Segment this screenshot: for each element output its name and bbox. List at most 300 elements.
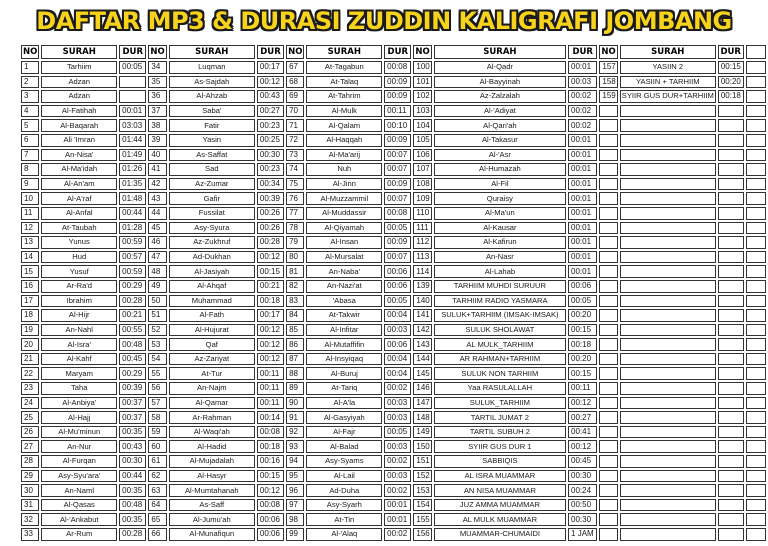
cell-number: 86	[286, 338, 304, 351]
cell-number: 23	[21, 382, 39, 395]
cell-surah: SYIIR GUS DUR 1	[434, 440, 566, 453]
cell-duration	[718, 499, 744, 512]
cell-duration: 00:03	[384, 440, 411, 453]
cell-number: 141	[413, 309, 431, 322]
cell-duration: 00:45	[119, 353, 146, 366]
cell-number	[599, 440, 617, 453]
cell-number: 26	[21, 426, 39, 439]
cell-surah: Ad-Duha	[306, 484, 382, 497]
cell-surah: Al-Qamar	[169, 397, 255, 410]
cell-number: 101	[413, 76, 431, 89]
cell-surah: Al-'Alaq	[306, 528, 382, 541]
header-no: NO	[23, 47, 38, 57]
cell-surah: AL ISRA MUAMMAR	[434, 470, 566, 483]
cell-number: 92	[286, 426, 304, 439]
cell-number: 144	[413, 353, 431, 366]
cell-surah: Al-Infitar	[306, 324, 382, 337]
cell-duration: 00:12	[257, 484, 284, 497]
cell-surah: SABBIQIS	[434, 455, 566, 468]
cell-duration: 00:37	[119, 397, 146, 410]
cell-number: 108	[413, 178, 431, 191]
cell-duration: 00:12	[257, 353, 284, 366]
cell-duration: 00:01	[568, 163, 597, 176]
cell-surah: Al-Qadr	[434, 61, 566, 74]
cell-number	[599, 149, 617, 162]
cell-duration: 00:04	[384, 367, 411, 380]
cell-number: 90	[286, 397, 304, 410]
cell-number	[599, 353, 617, 366]
cell-number: 54	[148, 353, 166, 366]
cell-blank	[746, 265, 766, 278]
cell-duration: 01:49	[119, 149, 146, 162]
cell-number: 81	[286, 265, 304, 278]
cell-number: 91	[286, 411, 304, 424]
cell-surah: TARTIL SUBUH 2	[434, 426, 566, 439]
cell-duration: 00:09	[384, 76, 411, 89]
cell-surah: As-Saffat	[169, 149, 255, 162]
cell-surah	[620, 367, 716, 380]
cell-surah: Al-Jasiyah	[169, 265, 255, 278]
cell-surah: Nuh	[306, 163, 382, 176]
cell-duration: 00:08	[384, 61, 411, 74]
cell-duration	[718, 426, 744, 439]
cell-surah: Luqman	[169, 61, 255, 74]
cell-duration: 00:07	[384, 192, 411, 205]
cell-duration	[718, 411, 744, 424]
cell-duration: 00:26	[257, 207, 284, 220]
cell-number: 56	[148, 382, 166, 395]
cell-surah: An-Najm	[169, 382, 255, 395]
cell-number: 142	[413, 324, 431, 337]
cell-duration: 00:01	[384, 513, 411, 526]
cell-surah: AL MULK MUAMMAR	[434, 513, 566, 526]
cell-surah	[620, 411, 716, 424]
cell-surah: Al-Qasas	[41, 499, 117, 512]
cell-surah: Gafir	[169, 192, 255, 205]
cell-surah	[620, 149, 716, 162]
header-no: NO	[599, 45, 617, 59]
cell-surah	[620, 382, 716, 395]
cell-surah: Al-Fath	[169, 309, 255, 322]
cell-duration: 00:03	[384, 324, 411, 337]
cell-duration: 00:27	[257, 105, 284, 118]
cell-surah: TARHIIM MUHDI SURUUR	[434, 280, 566, 293]
cell-number: 30	[21, 484, 39, 497]
cell-number: 114	[413, 265, 431, 278]
cell-surah: Quraisy	[434, 192, 566, 205]
cell-duration: 00:28	[119, 295, 146, 308]
cell-blank	[746, 513, 766, 526]
cell-surah: At-Talaq	[306, 76, 382, 89]
cell-number: 159	[599, 90, 617, 103]
cell-surah: Al-A'raf	[41, 192, 117, 205]
cell-duration	[718, 178, 744, 191]
cell-number	[599, 178, 617, 191]
cell-surah: MUAMMAR-CHUMAIDI	[434, 528, 566, 541]
cell-blank	[746, 119, 766, 132]
cell-surah: Al-Hajj	[41, 411, 117, 424]
cell-number: 75	[286, 178, 304, 191]
cell-duration: 00:01	[568, 222, 597, 235]
cell-number: 25	[21, 411, 39, 424]
table-row	[21, 61, 766, 74]
cell-duration: 00:11	[384, 105, 411, 118]
table-row	[21, 440, 766, 453]
cell-number: 63	[148, 484, 166, 497]
cell-number: 8	[21, 163, 39, 176]
cell-duration: 00:18	[718, 90, 744, 103]
cell-surah: Al-'Adiyat	[434, 105, 566, 118]
cell-surah: Fussilat	[169, 207, 255, 220]
cell-duration: 00:20	[568, 353, 597, 366]
cell-number: 27	[21, 440, 39, 453]
cell-surah: Maryam	[41, 367, 117, 380]
cell-surah: Ali 'Imran	[41, 134, 117, 147]
cell-number: 148	[413, 411, 431, 424]
cell-duration: 00:20	[718, 76, 744, 89]
cell-number: 10	[21, 192, 39, 205]
header-dur: DUR	[568, 45, 597, 59]
cell-duration: 00:16	[257, 455, 284, 468]
cell-duration: 00:06	[384, 338, 411, 351]
cell-number: 9	[21, 178, 39, 191]
table-row	[21, 484, 766, 497]
cell-surah	[620, 280, 716, 293]
cell-duration	[718, 382, 744, 395]
cell-number: 69	[286, 90, 304, 103]
cell-duration: 00:02	[384, 484, 411, 497]
cell-duration	[718, 192, 744, 205]
cell-number: 17	[21, 295, 39, 308]
cell-number	[599, 455, 617, 468]
table-row	[21, 236, 766, 249]
cell-blank	[746, 251, 766, 264]
cell-surah: Al-Qalam	[306, 119, 382, 132]
cell-blank	[746, 134, 766, 147]
cell-duration	[718, 222, 744, 235]
cell-number: 158	[599, 76, 617, 89]
cell-duration: 00:02	[384, 382, 411, 395]
table-row	[21, 280, 766, 293]
cell-duration: 00:30	[568, 513, 597, 526]
cell-duration: 03:03	[119, 119, 146, 132]
cell-duration: 00:04	[384, 353, 411, 366]
cell-surah: Al-Qiyamah	[306, 222, 382, 235]
table-row	[21, 134, 766, 147]
cell-surah: Al-Mutaffifin	[306, 338, 382, 351]
cell-surah: Az-Zumar	[169, 178, 255, 191]
cell-duration: 00:41	[568, 426, 597, 439]
cell-duration: 00:30	[568, 470, 597, 483]
cell-number: 70	[286, 105, 304, 118]
cell-surah: SULUK+TARHIIM (IMSAK-IMSAK)	[434, 309, 566, 322]
cell-number: 1	[21, 61, 39, 74]
cell-surah: Al-Buruj	[306, 367, 382, 380]
cell-duration: 00:02	[568, 105, 597, 118]
cell-surah: Ad-Dukhan	[169, 251, 255, 264]
cell-duration	[718, 338, 744, 351]
cell-duration: 00:25	[257, 134, 284, 147]
cell-surah: Al-Kafirun	[434, 236, 566, 249]
cell-number: 84	[286, 309, 304, 322]
surah-duration-table-wrapper	[19, 43, 768, 543]
cell-number: 36	[148, 90, 166, 103]
cell-number: 12	[21, 222, 39, 235]
cell-surah	[620, 295, 716, 308]
cell-number: 32	[21, 513, 39, 526]
cell-number: 111	[413, 222, 431, 235]
cell-blank	[746, 61, 766, 74]
cell-duration	[119, 76, 146, 89]
cell-number: 21	[21, 353, 39, 366]
table-row	[21, 178, 766, 191]
table-row	[21, 192, 766, 205]
cell-surah: YASIIN 2	[620, 61, 716, 74]
cell-surah: Al-Haqqah	[306, 134, 382, 147]
cell-surah	[620, 324, 716, 337]
cell-number	[599, 338, 617, 351]
table-row	[21, 90, 766, 103]
cell-number	[599, 426, 617, 439]
cell-number: 112	[413, 236, 431, 249]
header-dur: DUR	[718, 45, 744, 59]
table-row	[21, 309, 766, 322]
cell-duration: 00:20	[568, 309, 597, 322]
cell-surah	[620, 484, 716, 497]
cell-number: 52	[148, 324, 166, 337]
cell-duration: 00:44	[119, 207, 146, 220]
cell-number	[599, 134, 617, 147]
cell-duration: 00:12	[257, 338, 284, 351]
cell-blank	[746, 397, 766, 410]
cell-number: 94	[286, 455, 304, 468]
cell-blank	[746, 353, 766, 366]
cell-number	[599, 207, 617, 220]
cell-number: 40	[148, 149, 166, 162]
cell-surah: Ar-Ra'd	[41, 280, 117, 293]
cell-number: 24	[21, 397, 39, 410]
cell-number: 149	[413, 426, 431, 439]
cell-surah: At-Tin	[306, 513, 382, 526]
cell-duration: 00:23	[257, 119, 284, 132]
cell-blank	[746, 280, 766, 293]
cell-surah: SULUK NON TARHIIM	[434, 367, 566, 380]
cell-surah: Al-Ma'un	[434, 207, 566, 220]
cell-duration: 00:11	[257, 382, 284, 395]
cell-number: 29	[21, 470, 39, 483]
cell-duration: 00:12	[257, 76, 284, 89]
cell-blank	[746, 309, 766, 322]
cell-number: 76	[286, 192, 304, 205]
cell-duration: 01:48	[119, 192, 146, 205]
cell-surah: Ibrahim	[41, 295, 117, 308]
cell-number: 97	[286, 499, 304, 512]
cell-duration: 00:01	[568, 61, 597, 74]
cell-number: 106	[413, 149, 431, 162]
cell-number: 71	[286, 119, 304, 132]
cell-number: 3	[21, 90, 39, 103]
cell-surah: At-Taubah	[41, 222, 117, 235]
table-row	[21, 163, 766, 176]
cell-duration: 00:15	[257, 470, 284, 483]
cell-duration: 00:59	[119, 265, 146, 278]
cell-number	[599, 309, 617, 322]
cell-duration: 00:08	[384, 207, 411, 220]
cell-surah: Sad	[169, 163, 255, 176]
cell-duration	[718, 397, 744, 410]
cell-surah: Al-Baqarah	[41, 119, 117, 132]
cell-duration	[718, 324, 744, 337]
cell-surah	[620, 338, 716, 351]
cell-number: 57	[148, 397, 166, 410]
header-surah: SURAH	[41, 45, 117, 59]
cell-surah: As-Saff	[169, 499, 255, 512]
cell-duration: 00:14	[257, 411, 284, 424]
cell-duration: 00:09	[384, 178, 411, 191]
cell-surah: Adzan	[41, 90, 117, 103]
cell-duration	[718, 367, 744, 380]
cell-surah	[620, 528, 716, 541]
cell-surah: Al-A'la	[306, 397, 382, 410]
cell-surah: Hud	[41, 251, 117, 264]
cell-duration: 00:17	[257, 61, 284, 74]
cell-number: 104	[413, 119, 431, 132]
cell-number: 113	[413, 251, 431, 264]
cell-number	[599, 192, 617, 205]
table-row	[21, 324, 766, 337]
table-row	[21, 353, 766, 366]
table-row	[21, 265, 766, 278]
cell-number: 44	[148, 207, 166, 220]
cell-duration: 00:50	[568, 499, 597, 512]
cell-number: 60	[148, 440, 166, 453]
cell-duration: 00:09	[384, 134, 411, 147]
cell-number: 157	[599, 61, 617, 74]
table-row	[21, 470, 766, 483]
cell-number: 28	[21, 455, 39, 468]
cell-surah	[620, 309, 716, 322]
cell-number	[599, 163, 617, 176]
cell-duration: 00:15	[257, 265, 284, 278]
cell-surah: Al-Jumu'ah	[169, 513, 255, 526]
cell-duration: 00:10	[384, 119, 411, 132]
cell-blank	[746, 382, 766, 395]
cell-duration: 00:07	[384, 163, 411, 176]
cell-number: 15	[21, 265, 39, 278]
cell-number: 100	[413, 61, 431, 74]
cell-duration: 00:03	[384, 397, 411, 410]
cell-number: 68	[286, 76, 304, 89]
cell-surah: Asy-Syarh	[306, 499, 382, 512]
cell-number: 51	[148, 309, 166, 322]
cell-surah	[620, 470, 716, 483]
cell-number: 67	[286, 61, 304, 74]
page-title: DAFTAR MP3 & DURASI ZUDDIN KALIGRAFI JOMBANG	[36, 7, 732, 35]
cell-number: 46	[148, 236, 166, 249]
cell-duration: 00:06	[257, 513, 284, 526]
cell-surah	[620, 397, 716, 410]
cell-duration: 00:06	[257, 528, 284, 541]
cell-surah	[620, 513, 716, 526]
cell-surah	[620, 134, 716, 147]
cell-surah: Asy-Syu'ara'	[41, 470, 117, 483]
cell-duration	[718, 149, 744, 162]
cell-duration: 00:09	[384, 236, 411, 249]
cell-surah: Al-An'am	[41, 178, 117, 191]
cell-number	[599, 222, 617, 235]
cell-number	[599, 265, 617, 278]
cell-surah: Al-Ma'idah	[41, 163, 117, 176]
cell-number: 2	[21, 76, 39, 89]
cell-number: 62	[148, 470, 166, 483]
table-row	[21, 455, 766, 468]
cell-duration: 00:01	[568, 134, 597, 147]
cell-surah: Al-Gasyiyah	[306, 411, 382, 424]
cell-number: 58	[148, 411, 166, 424]
table-row	[21, 251, 766, 264]
cell-duration	[718, 265, 744, 278]
cell-duration: 00:48	[119, 338, 146, 351]
cell-surah: An-Naml	[41, 484, 117, 497]
cell-surah: Al-Muddassir	[306, 207, 382, 220]
cell-duration: 00:24	[568, 484, 597, 497]
cell-duration: 00:43	[257, 90, 284, 103]
cell-blank	[746, 455, 766, 468]
cell-surah: AL MULK_TARHIIM	[434, 338, 566, 351]
cell-surah: Al-Anbiya'	[41, 397, 117, 410]
table-body	[21, 61, 766, 541]
cell-duration: 00:06	[384, 280, 411, 293]
cell-duration: 00:39	[257, 192, 284, 205]
cell-blank	[746, 105, 766, 118]
cell-surah: At-Tagabun	[306, 61, 382, 74]
surah-duration-table	[19, 43, 768, 543]
table-row	[21, 411, 766, 424]
cell-blank	[746, 192, 766, 205]
cell-surah: Al-Humazah	[434, 163, 566, 176]
cell-blank	[746, 90, 766, 103]
cell-surah: At-Tariq	[306, 382, 382, 395]
cell-duration: 00:06	[568, 280, 597, 293]
cell-duration: 00:57	[119, 251, 146, 264]
cell-duration: 00:01	[568, 207, 597, 220]
cell-number	[599, 119, 617, 132]
cell-duration: 00:59	[119, 236, 146, 249]
cell-surah: Adzan	[41, 76, 117, 89]
cell-surah: Tarhiim	[41, 61, 117, 74]
cell-surah: Saba'	[169, 105, 255, 118]
cell-number: 156	[413, 528, 431, 541]
cell-duration: 00:07	[384, 251, 411, 264]
cell-duration: 00:35	[119, 513, 146, 526]
cell-number: 145	[413, 367, 431, 380]
cell-surah: JUZ AMMA MUAMMAR	[434, 499, 566, 512]
cell-surah: Al-Fil	[434, 178, 566, 191]
cell-duration	[718, 353, 744, 366]
cell-number: 34	[148, 61, 166, 74]
cell-number: 20	[21, 338, 39, 351]
header-no: NO	[413, 45, 431, 59]
cell-surah	[620, 499, 716, 512]
cell-duration: 00:05	[119, 61, 146, 74]
cell-surah	[620, 251, 716, 264]
cell-number: 18	[21, 309, 39, 322]
cell-blank	[746, 324, 766, 337]
cell-number: 6	[21, 134, 39, 147]
cell-duration: 1 JAM	[568, 528, 597, 541]
cell-duration	[718, 163, 744, 176]
header-no: NO	[150, 47, 165, 57]
